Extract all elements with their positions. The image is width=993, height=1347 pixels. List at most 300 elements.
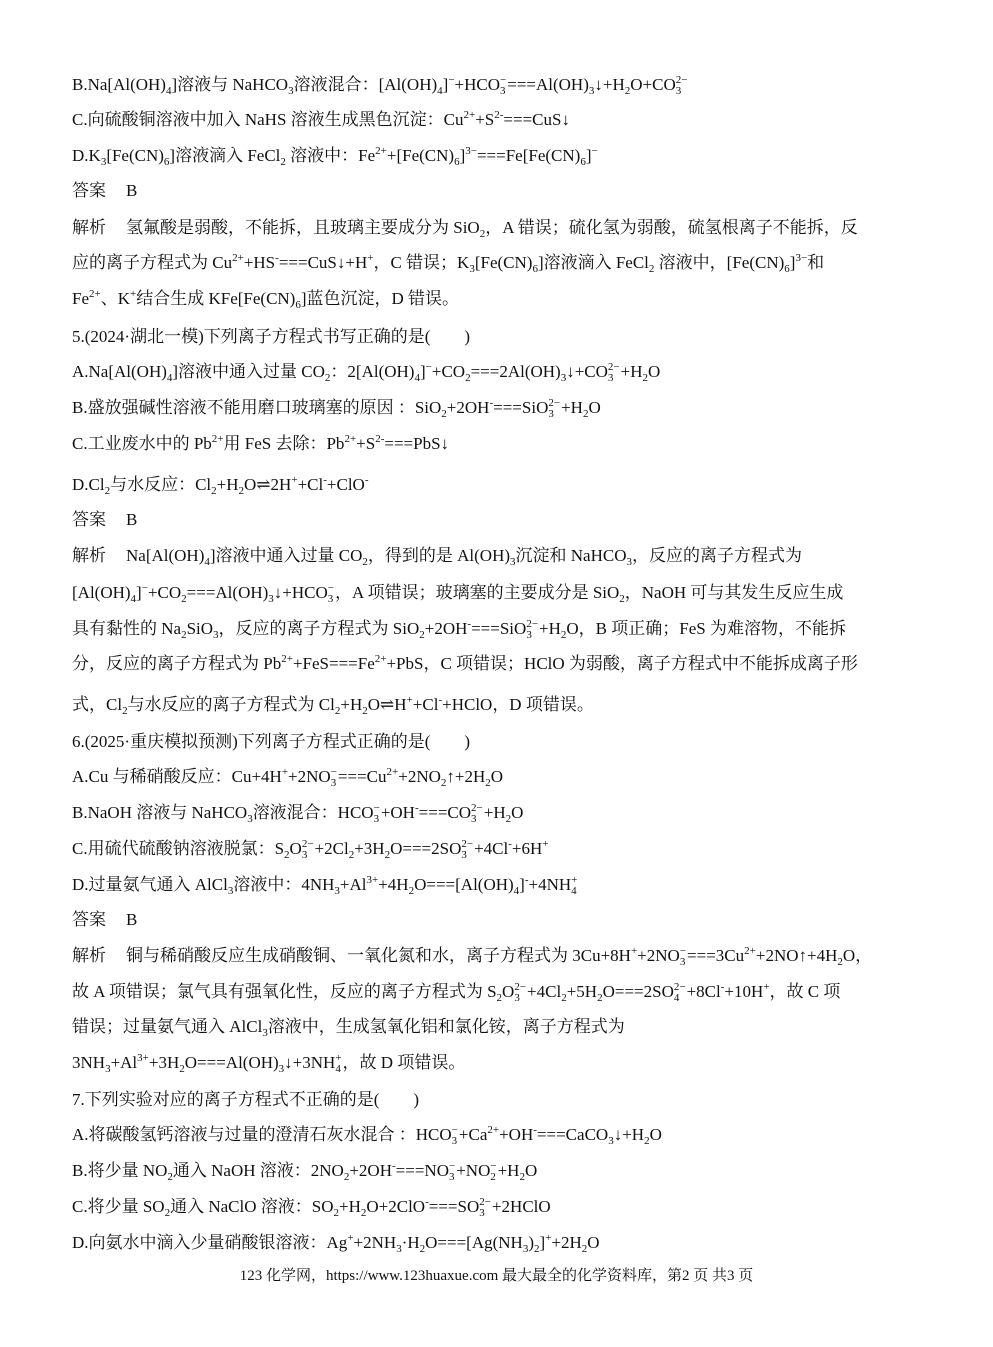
text-run: 溶液中：Fe [285,146,376,165]
text-run: ]溶液中通入过量 CO [209,546,363,565]
superscript: − [330,766,337,778]
text-run: ] [539,1233,546,1252]
subscript: 2 [624,85,631,97]
subscript: 4 [673,992,680,1004]
text-run: 用 FeS 去除：Pb [223,434,345,453]
text-run: +4Cl [527,982,562,1001]
text-run: 溶液混合：HCO [252,803,374,822]
superscript: − [448,74,455,86]
text-run: ]溶液滴入 FeCl [537,253,649,272]
text-run: +OH [499,1125,534,1144]
subscript: 6 [163,156,170,168]
ion-charge [471,803,483,825]
superscript: 2+ [232,252,244,264]
question-stem [72,730,470,754]
choice-option [72,360,660,384]
ion-charge [452,1125,458,1147]
text-run: +Ca [458,1125,488,1144]
superscript: − [373,802,380,814]
question-stem [72,325,470,349]
text-run: D.K [72,146,101,165]
text-run: ]蓝色沉淀，D 错误。 [300,289,460,308]
text-run: ===SiO [471,619,527,638]
choice-option [72,396,601,420]
analysis-label: 解析 [72,218,106,237]
subscript: 2 [419,629,425,641]
subscript: 2 [348,849,355,861]
text-run: ↓+H [613,1125,645,1144]
subscript: 2 [441,408,447,420]
text-run: ，反应的离子方程式为 [632,546,802,565]
text-run: 通入 NaClO 溶液：SO [170,1197,334,1216]
ion-charge [335,1053,341,1075]
text-run: +H [340,695,363,714]
subscript: 3 [100,156,107,168]
choice-option [72,144,598,168]
superscript: − [500,74,507,86]
superscript: − [451,1124,458,1136]
ion-charge [514,982,526,1004]
text-run: ↓+CO [566,362,608,381]
choice-option [72,801,523,825]
subscript: 2 [560,629,567,641]
text-run: [Al(OH) [72,583,131,602]
text-run: ===SiO [493,398,549,417]
answer-value: B [126,510,138,529]
text-run: 溶液中，生成氢氧化铝和氯化铵，离子方程式为 [267,1017,625,1036]
subscript: 2 [181,629,187,641]
analysis-line [72,944,872,968]
text-run: +2H [551,1233,582,1252]
text-run: ] [519,875,525,894]
text-run: +3H [354,839,385,858]
subscript: 3 [608,1135,614,1147]
subscript: 3 [607,372,614,384]
superscript: − [449,1160,456,1172]
subscript: 6 [295,299,301,311]
subscript: 3 [247,813,253,825]
text-run: +ClO [326,475,365,494]
superscript: + [571,874,578,886]
text-run: ===Cu [337,767,387,786]
subscript: 3 [327,593,334,605]
superscript: + [281,766,289,778]
question-stem [72,1088,419,1112]
choice-option [72,1195,551,1219]
superscript: 2− [514,981,527,993]
superscript: − [591,145,598,157]
text-run: +10H [724,982,764,1001]
text-run: 结合生成 KFe[Fe(CN) [136,289,296,308]
superscript: 2− [526,618,539,630]
text-run: ，C 错误；K [373,253,470,272]
text-run: ===3Cu [687,946,745,965]
ion-charge [374,803,380,825]
text-run: +CO [147,583,182,602]
text-run: +2OH [349,1161,392,1180]
text-run: O [524,1161,538,1180]
text-run: C.工业废水中的 Pb [72,434,212,453]
superscript: 2− [673,981,686,993]
choice-option [72,1159,537,1183]
superscript: 2− [461,838,474,850]
subscript: 3 [471,813,477,825]
analysis-line [72,581,843,605]
text-run: B.NaOH 溶液与 NaHCO [72,803,248,822]
text-run: +S [356,434,376,453]
subscript: 3 [334,885,340,897]
text-run: ===SO [428,1197,480,1216]
analysis-line [72,980,840,1004]
text-run: ] [442,75,449,94]
superscript: 2− [301,838,314,850]
subscript: 4 [414,372,420,384]
subscript: 3 [500,85,506,97]
text-run: O [587,1233,600,1252]
text-run: +2NO↑+4H [755,946,838,965]
answer-label: 答案 [72,510,106,529]
text-run: +FeS===Fe [292,654,375,673]
subscript: 3 [451,1135,458,1147]
text-run: O===2SO [390,839,462,858]
choice-option [72,765,503,789]
subscript: 3 [560,372,567,384]
analysis-line [72,693,594,717]
superscript: - [489,397,494,409]
text-run: 3NH [72,1053,106,1072]
subscript: 4 [165,85,172,97]
superscript: - [533,1124,537,1136]
subscript: 2 [490,1171,496,1183]
subscript: 2 [408,885,415,897]
text-run: +H [216,475,239,494]
analysis-line [72,1015,625,1039]
superscript: - [425,1196,429,1208]
subscript: 2 [334,705,341,717]
superscript: + [335,1052,342,1064]
superscript: + [545,1232,552,1244]
subscript: 2 [479,228,486,240]
subscript: 2 [642,372,648,384]
subscript: 2 [644,1135,650,1147]
subscript: 3 [278,1063,285,1075]
analysis-line [72,251,824,275]
text-run: +NO [456,1161,491,1180]
text-run: 错误；过量氨气通入 AlCl [72,1017,263,1036]
text-run: ] [459,146,466,165]
text-run: ，反应的离子方程式为 SiO [218,619,420,638]
text-run: ] [789,253,796,272]
superscript: + [130,288,137,300]
ion-charge [608,362,620,384]
subscript: 2 [496,992,503,1004]
text-run: 6.(2025·重庆模拟预测)下列离子方程式正确的是( ) [72,732,471,751]
superscript: 2+ [211,433,224,445]
text-run: O [588,398,601,417]
text-run: 铜与稀硝酸反应生成硝酸铜、一氧化氮和水，离子方程式为 3Cu+8H [126,946,631,965]
superscript: 2+ [344,433,357,445]
text-run: +6H [511,839,543,858]
superscript: 2− [471,802,483,814]
page-footer: 123 化学网，https://www.123huaxue.com 最大最全的化学资料库，第2 页 共3 页 [239,1268,754,1284]
ion-charge [479,1197,491,1219]
superscript: 2+ [375,145,387,157]
text-run: ] [419,362,426,381]
subscript: 2 [179,1063,185,1075]
text-run: ===NO [395,1161,449,1180]
superscript: - [508,838,512,850]
subscript: 2 [122,705,128,717]
subscript: 2 [419,1243,426,1255]
subscript: 2 [837,956,843,968]
text-run: +H [561,398,583,417]
text-run: O [502,982,515,1001]
subscript: 3 [288,85,294,97]
text-run: A.Na[Al(OH) [72,362,167,381]
superscript: + [291,474,298,486]
subscript: 2 [164,1207,171,1219]
superscript: 2− [548,397,561,409]
text-run: 5.(2024·湖北一模)下列离子方程式书写正确的是( ) [72,327,471,346]
text-run: ===CO [418,803,472,822]
subscript: 2 [104,485,111,497]
superscript: - [720,981,725,993]
text-run: ===Al(OH) [186,583,269,602]
text-run: O [511,803,524,822]
superscript: 3− [795,252,808,264]
subscript: 2 [181,593,187,605]
ion-charge [461,839,473,861]
text-run: C.将少量 SO [72,1197,165,1216]
text-run: O，B 项正确；FeS 为难溶物，不能拆 [566,619,846,638]
text-run: O+2ClO [366,1197,426,1216]
analysis-label: 解析 [72,546,106,565]
subscript: 2 [561,992,567,1004]
subscript: 3 [262,1027,268,1039]
text-run: +2NO [398,767,441,786]
subscript: 2 [648,263,655,275]
text-run: O [490,767,504,786]
subscript: 3 [469,263,475,275]
text-run: 通入 NaOH 溶液：2NO [172,1161,344,1180]
text-run: O===Al(OH) [184,1053,279,1072]
analysis-line [72,617,846,641]
superscript: + [406,694,413,706]
subscript: 4 [130,593,137,605]
subscript: 3 [105,1063,111,1075]
text-run: +Al [339,875,367,894]
text-run: ·H [401,1233,420,1252]
answer-value: B [126,910,138,929]
subscript: 2 [238,485,245,497]
text-run: B.将少量 NO [72,1161,168,1180]
answer-line [72,179,137,203]
subscript: 3 [301,849,308,861]
text-run: +CO [431,362,466,381]
subscript: 3 [268,593,274,605]
subscript: 6 [532,263,538,275]
superscript: - [524,874,529,886]
text-run: O⇌2H [244,475,292,494]
subscript: 6 [580,156,586,168]
text-run: +2OH [446,398,490,417]
text-run: +2NO [288,767,331,786]
superscript: - [467,618,472,630]
subscript: 3 [675,85,682,97]
subscript: 3 [522,1243,529,1255]
ion-charge [500,75,506,97]
text-run: 7.下列实验对应的离子方程式不正确的是( ) [72,1090,420,1109]
superscript: 2+ [487,1124,500,1136]
text-run: ===CuS↓ [503,110,570,129]
subscript: 2 [465,372,471,384]
superscript: − [141,582,148,594]
choice-option [72,1231,600,1255]
superscript: - [364,474,369,486]
subscript: 3 [626,556,632,568]
text-run: +Cl [297,475,324,494]
text-run: 溶液混合：[Al(OH) [293,75,438,94]
superscript: - [392,1160,396,1172]
text-run: O===2SO [602,982,674,1001]
answer-value: B [126,181,138,200]
subscript: 3 [679,956,686,968]
ion-charge [302,839,314,861]
choice-option [72,473,369,497]
text-run: ===CuS↓+H [278,253,368,272]
subscript: 3 [449,1171,455,1183]
superscript: + [367,252,374,264]
choice-option [72,837,549,861]
text-run: 溶液中：4NH [233,875,335,894]
text-run: 分，反应的离子方程式为 Pb [72,654,282,673]
superscript: − [425,361,432,373]
text-run: O===[Al(OH) [414,875,514,894]
text-run: ===2Al(OH) [470,362,561,381]
text-run: SiO [186,619,214,638]
superscript: 3− [465,145,477,157]
subscript: 2 [581,1243,588,1255]
text-run: +5H [566,982,598,1001]
text-run: +3H [148,1053,180,1072]
subscript: 2 [619,593,625,605]
analysis-line [72,652,858,676]
text-run: +8Cl [686,982,721,1001]
text-run: 故 A 项错误；氯气具有强氧化性，反应的离子方程式为 S [72,982,497,1001]
subscript: 3 [330,777,337,789]
superscript: 2+ [89,288,101,300]
text-run: +4Cl [474,839,509,858]
text-run: 与水反应：Cl [110,475,212,494]
ion-charge [331,767,337,789]
subscript: 2 [284,849,290,861]
superscript: − [327,582,334,594]
ion-charge [526,619,538,641]
text-run: B.Na[Al(OH) [72,75,166,94]
text-run: ，A 错误；硫化氢为弱酸，硫氢根离子不能拆，反 [485,218,858,237]
superscript: − [490,1160,497,1172]
text-run: +2Cl [314,839,349,858]
superscript: 2− [675,74,688,86]
text-run: ↓+HCO [273,583,328,602]
text-run: ===CaCO [536,1125,609,1144]
text-run: O [648,362,661,381]
text-run: ]溶液滴入 FeCl [169,146,281,165]
subscript: 2 [384,849,391,861]
superscript: - [438,694,443,706]
answer-line [72,508,137,532]
text-run: +S [475,110,495,129]
ion-charge [674,982,686,1004]
text-run: [Fe(CN) [474,253,533,272]
text-run: 溶液中，[Fe(CN) [654,253,785,272]
subscript: 6 [784,263,790,275]
ion-charge [328,583,334,605]
subscript: 2 [333,1207,339,1219]
superscript: 2+ [744,945,756,957]
text-run: ] [585,146,592,165]
text-run: +2NO [637,946,680,965]
superscript: - [323,474,327,486]
choice-option [72,108,570,132]
superscript: - [275,252,279,264]
text-run: 沉淀和 NaHCO [515,546,627,565]
text-run: A.Cu 与稀硝酸反应：Cu+4H [72,767,282,786]
choice-option [72,873,578,897]
superscript: 2+ [374,653,387,665]
ion-charge [490,1161,496,1183]
superscript: 2− [479,1196,491,1208]
text-run: +4NH [528,875,572,894]
text-run: [Fe(CN) [106,146,164,165]
text-run: ↓+H [594,75,625,94]
subscript: 2 [485,777,491,789]
text-run: ，故 C 项 [769,982,841,1001]
subscript: 2 [440,777,447,789]
subscript: 6 [454,156,460,168]
text-run: Fe [72,289,89,308]
text-run: 应的离子方程式为 Cu [72,253,233,272]
text-run: +OH [380,803,415,822]
text-run: +2OH [424,619,468,638]
superscript: − [679,945,687,957]
subscript: 3 [227,885,234,897]
subscript: 2 [362,556,368,568]
text-run: Na[Al(OH) [126,546,205,565]
ion-charge [676,75,688,97]
text-run: ===Fe[Fe(CN) [476,146,581,165]
text-run: +H [497,1161,520,1180]
text-run: ：2[Al(OH) [330,362,415,381]
text-run: ] [136,583,142,602]
text-run: O⇌H [367,695,407,714]
superscript: 3+ [137,1052,149,1064]
text-run: +4H [378,875,409,894]
subscript: 2 [360,1207,367,1219]
superscript: - [414,802,419,814]
subscript: 3 [514,992,520,1004]
text-run: +H [338,1197,361,1216]
text-run: +H [483,803,506,822]
subscript: 3 [548,408,554,420]
text-run: ，故 D 项错误。 [342,1053,466,1072]
text-run: +[Fe(CN) [386,146,455,165]
superscript: 2- [375,433,385,445]
subscript: 4 [166,372,173,384]
analysis-line [72,216,858,240]
text-run: ↓+3NH [284,1053,336,1072]
text-run: +HClO，D 项错误。 [442,695,594,714]
